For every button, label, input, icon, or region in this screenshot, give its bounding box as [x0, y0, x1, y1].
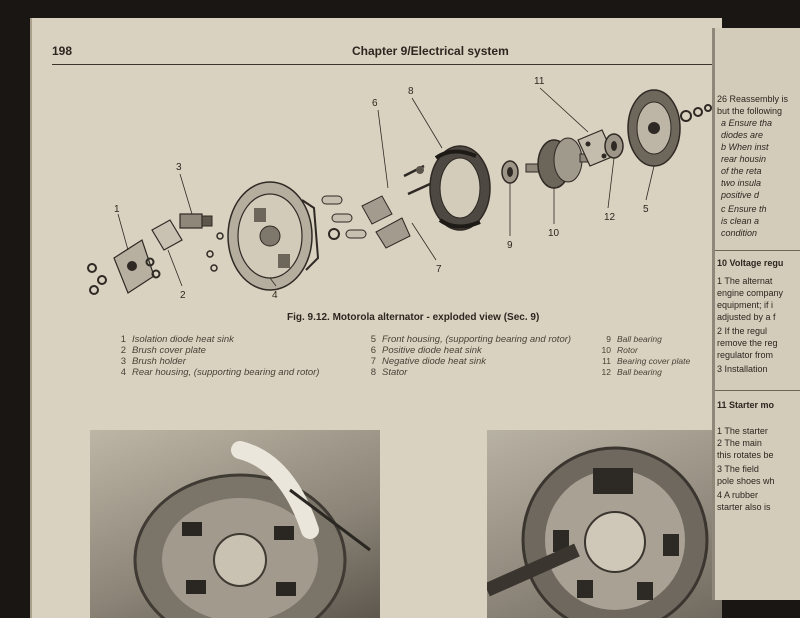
legend-item: 7 Negative diode heat sink — [370, 356, 487, 367]
right-text-line: rear housin — [721, 154, 767, 164]
right-text-line: b When inst — [721, 142, 769, 152]
legend-item: 4 Rear housing, (supporting bearing and rotor) — [120, 367, 320, 378]
legend-item: 3 Brush holder — [120, 356, 186, 367]
book-page-right — [712, 28, 800, 600]
callout-3: 3 — [176, 162, 182, 173]
right-text-line: 2 The main — [717, 438, 762, 448]
part-brush-holder — [180, 214, 223, 271]
right-text-line: starter also is — [717, 502, 771, 512]
legend-item: 6 Positive diode heat sink — [370, 345, 482, 356]
legend-item: 5 Front housing, (supporting bearing and rotor) — [370, 334, 572, 345]
part-stator — [430, 146, 490, 230]
callout-10: 10 — [548, 228, 560, 239]
right-text-line: condition — [721, 228, 758, 238]
right-text-line: remove the reg — [717, 338, 778, 348]
callout-5: 5 — [643, 204, 649, 215]
legend-item: 10 Rotor — [601, 345, 638, 355]
right-text-line: 1 The alternat — [717, 276, 773, 286]
legend-item: 1 Isolation diode heat sink — [120, 334, 234, 345]
right-text-line: adjusted by a f — [717, 312, 776, 322]
photo-rear-housing — [90, 430, 380, 618]
right-text-line: 2 If the regul — [717, 326, 768, 336]
callout-4: 4 — [272, 290, 278, 301]
legend-item: 8 Stator — [370, 367, 408, 378]
part-front-housing — [628, 90, 711, 166]
callout-12: 12 — [604, 212, 616, 223]
right-text-line: 4 A rubber — [717, 490, 759, 500]
book-page-left — [30, 18, 722, 618]
chapter-title: Chapter 9/Electrical system — [352, 44, 509, 58]
right-text-line: 26 Reassembly is — [717, 94, 789, 104]
part-isolation-heat-sink — [88, 240, 160, 294]
right-text-line: positive d — [721, 190, 760, 200]
legend-item: 9 Ball bearing — [606, 334, 662, 344]
legend-column-1 — [112, 334, 319, 378]
part-studs — [322, 196, 366, 239]
legend-column-3 — [597, 334, 690, 378]
right-text-line: equipment; if i — [717, 300, 774, 310]
legend-column-2 — [362, 334, 571, 378]
right-text-line: diodes are — [721, 130, 764, 140]
exploded-view-diagram — [32, 18, 722, 348]
callout-8: 8 — [408, 86, 414, 97]
right-text-line: this rotates be — [717, 450, 774, 460]
right-text-line: 1 The starter — [717, 426, 768, 436]
right-text-line: pole shoes wh — [717, 476, 775, 486]
right-text-line: but the following — [717, 106, 783, 116]
right-text-line: regulator from — [717, 350, 774, 360]
right-section-heading: 11 Starter mo — [717, 400, 775, 410]
right-text-line: of the reta — [721, 166, 762, 176]
callout-6: 6 — [372, 98, 378, 109]
part-brush-cover-plate — [152, 220, 182, 250]
right-text-line: two insula — [721, 178, 762, 188]
part-ball-bearing-12 — [605, 134, 623, 158]
legend-item: 12 Ball bearing — [601, 367, 662, 377]
callout-1: 1 — [114, 204, 120, 215]
part-rear-housing — [228, 182, 318, 290]
callout-9: 9 — [507, 240, 513, 251]
right-section-heading: 10 Voltage regu — [717, 258, 784, 268]
right-text-line: engine company — [717, 288, 784, 298]
legend-item: 2 Brush cover plate — [120, 345, 206, 356]
section-rule — [715, 250, 800, 251]
callout-11: 11 — [534, 76, 545, 87]
legend-item: 11 Bearing cover plate — [602, 356, 691, 366]
right-text-line: 3 The field — [717, 464, 759, 474]
right-text-line: a Ensure tha — [721, 118, 773, 128]
right-text-line: 3 Installation — [717, 364, 768, 374]
page-number: 198 — [52, 44, 73, 58]
section-rule — [715, 390, 800, 391]
callout-2: 2 — [180, 290, 186, 301]
part-ball-bearing-9 — [502, 161, 518, 183]
right-text-line: c Ensure th — [721, 204, 767, 214]
callout-7: 7 — [436, 264, 442, 275]
callout-leaders — [118, 88, 654, 286]
figure-caption: Fig. 9.12. Motorola alternator - exploded view (Sec. 9) — [287, 312, 540, 323]
right-text-line: is clean a — [721, 216, 760, 226]
photo-front-housing — [487, 430, 722, 618]
